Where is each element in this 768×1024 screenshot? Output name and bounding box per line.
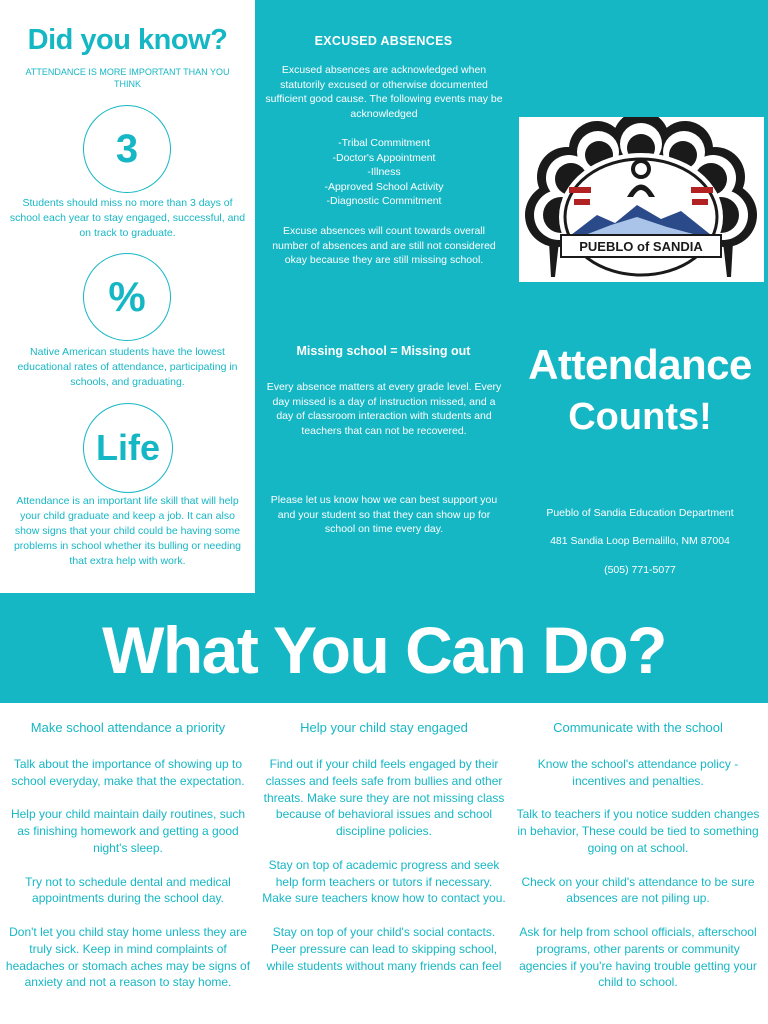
tip-paragraph: Find out if your child feels engaged by their classes and feels safe from bullies and other threats. Make sure they are not missing class because of behavioral issues and school discipline policies. <box>263 757 505 839</box>
counts-title: Counts! <box>568 396 712 438</box>
fact-circle-life: Life <box>83 403 173 493</box>
tip-paragraph: Talk about the importance of showing up to school everyday, make that the expectation. <box>11 757 245 788</box>
tip-paragraph: Check on your child's attendance to be sure absences are not piling up. <box>521 874 755 906</box>
department-phone: (505) 771-5077 <box>604 564 676 576</box>
tip-paragraph: Stay on top of academic progress and seek help form teachers or tutors if necessary. Make sure teachers know how to contact you. <box>262 857 506 906</box>
fact-text-life-skill: Attendance is an important life skill that will help your child graduate and keep a job. It can also show signs that your child could be having some problems in school whether its bulling or needing that extra help with work. <box>13 495 242 567</box>
tips-column-engaged <box>261 718 507 991</box>
tip-paragraph: Help your child maintain daily routines, such as finishing homework and getting a good night's sleep. <box>10 807 246 855</box>
fact-circle-3: 3 <box>83 105 171 193</box>
excused-event-item: -Diagnostic Commitment <box>326 195 442 208</box>
cover-panel <box>512 0 768 593</box>
tip-paragraph: Know the school's attendance policy - incentives and penalties. <box>537 757 739 788</box>
did-you-know-title: Did you know? <box>27 24 228 56</box>
excused-absences-intro: Excused absences are acknowledged when statutorily excused or otherwise documented sufficient good cause. The following events may be acknowledged <box>265 64 503 120</box>
tip-paragraph: Don't let you child stay home unless they are truly sick. Keep in mind complaints of headaches or stomach aches may be signs of anxiety and not a reason to stay home. <box>5 924 251 990</box>
tips-column-communicate <box>515 718 761 1008</box>
fact-circle-percent: % <box>83 253 171 341</box>
department-name: Pueblo of Sandia Education Department <box>546 507 734 519</box>
did-you-know-subtitle: ATTENDANCE IS MORE IMPORTANT THAN YOU THINK <box>25 67 230 89</box>
tip-paragraph: Ask for help from school officials, afterschool programs, other parents or community agencies if you're having trouble getting your child to school. <box>519 924 757 990</box>
tip-paragraph: Try not to schedule dental and medical appointments during the school day. <box>25 874 231 906</box>
excused-events-list <box>264 136 504 209</box>
tip-paragraph: Talk to teachers if you notice sudden changes in behavior, These could be tied to something going on at school. <box>516 807 760 855</box>
tips-heading: Communicate with the school <box>553 720 723 735</box>
attendance-title: Attendance <box>528 341 752 388</box>
excused-event-item: -Doctor's Appointment <box>332 151 436 164</box>
tips-heading: Help your child stay engaged <box>300 720 468 735</box>
excused-absences-heading: EXCUSED ABSENCES <box>314 34 453 48</box>
excused-event-item: -Tribal Commitment <box>338 137 430 149</box>
logo-text: PUEBLO of SANDIA <box>579 239 703 254</box>
excused-absences-note: Excuse absences will count towards overall number of absences and are still not considered okay because they are still missing school. <box>272 225 496 267</box>
support-request-text: Please let us know how we can best support you and your student so that they can show up for school on time every day. <box>270 494 498 536</box>
fact-text-native-american: Native American students have the lowest educational rates of attendance, participating in schools, and graduating. <box>17 346 238 388</box>
missing-school-text: Every absence matters at every grade level. Every day missed is a day of instruction missed, and a day of classroom interaction with students and teachers that can not be recovered. <box>266 381 502 437</box>
excused-event-item: -Approved School Activity <box>324 180 444 193</box>
tips-heading: Make school attendance a priority <box>30 720 226 735</box>
fact-text-days: Students should miss no more than 3 days of school each year to stay engaged, successful, and on track to graduate. <box>9 197 246 239</box>
excused-event-item: -Illness <box>367 166 401 179</box>
pueblo-seal-icon <box>519 117 764 282</box>
tips-column-priority <box>5 718 251 1008</box>
tip-paragraph: Stay on top of your child's social contacts. Peer pressure can lead to skipping school, while students without many friends can feel <box>266 924 502 973</box>
what-you-can-do-title: What You Can Do? <box>102 613 666 687</box>
pueblo-of-sandia-logo <box>519 117 764 282</box>
missing-school-heading: Missing school = Missing out <box>296 344 471 358</box>
department-address: 481 Sandia Loop Bernalillo, NM 87004 <box>550 535 730 547</box>
